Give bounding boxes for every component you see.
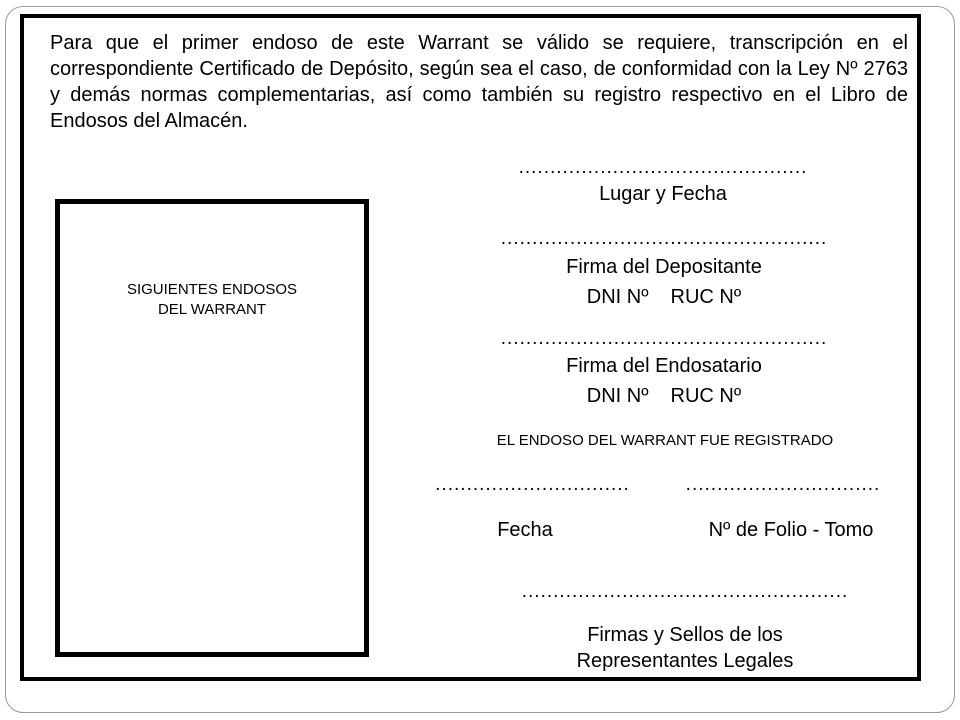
representatives-label-line2: Representantes Legales xyxy=(576,650,794,672)
registration-folio-dots: ............................... xyxy=(685,474,881,495)
endorsee-dots: .................................................... xyxy=(500,328,828,349)
intro-paragraph: Para que el primer endoso de este Warrant se válido se requiere, transcripción en el correspondiente Certificado de Depósito, según sea el caso, de conformidad con la Ley Nº 2763 y demás normas complementarias, así como también su registro respectivo en el Libro de Endosos del Almacén. xyxy=(50,32,908,132)
place-date-dots: .............................................. xyxy=(518,157,808,178)
endorsee-signature-label: Firma del Endosatario xyxy=(566,355,762,377)
endorsee-dni: DNI Nº xyxy=(586,385,649,407)
endorsements-title-line1: SIGUIENTES ENDOSOS xyxy=(126,281,298,298)
endorsee-ids xyxy=(483,383,845,409)
depositor-ruc: RUC Nº xyxy=(670,286,742,308)
place-date-label: Lugar y Fecha xyxy=(599,183,727,205)
registration-date-label: Fecha xyxy=(497,519,553,541)
registration-heading: EL ENDOSO DEL WARRANT FUE REGISTRADO xyxy=(496,432,834,449)
registration-date-dots: ............................... xyxy=(435,474,630,495)
representatives-label-line1: Firmas y Sellos de los xyxy=(587,624,783,646)
registration-folio-label: Nº de Folio - Tomo xyxy=(708,519,874,541)
endorsee-ruc: RUC Nº xyxy=(670,385,742,407)
endorsements-box xyxy=(55,199,369,657)
endorsements-title-line2: DEL WARRANT xyxy=(157,301,267,318)
depositor-signature-label: Firma del Depositante xyxy=(566,256,762,278)
depositor-dots: .................................................... xyxy=(500,228,828,249)
endorsements-title xyxy=(60,280,364,320)
depositor-dni: DNI Nº xyxy=(586,286,649,308)
depositor-ids xyxy=(483,284,845,310)
representatives-dots: .................................................... xyxy=(521,581,849,602)
